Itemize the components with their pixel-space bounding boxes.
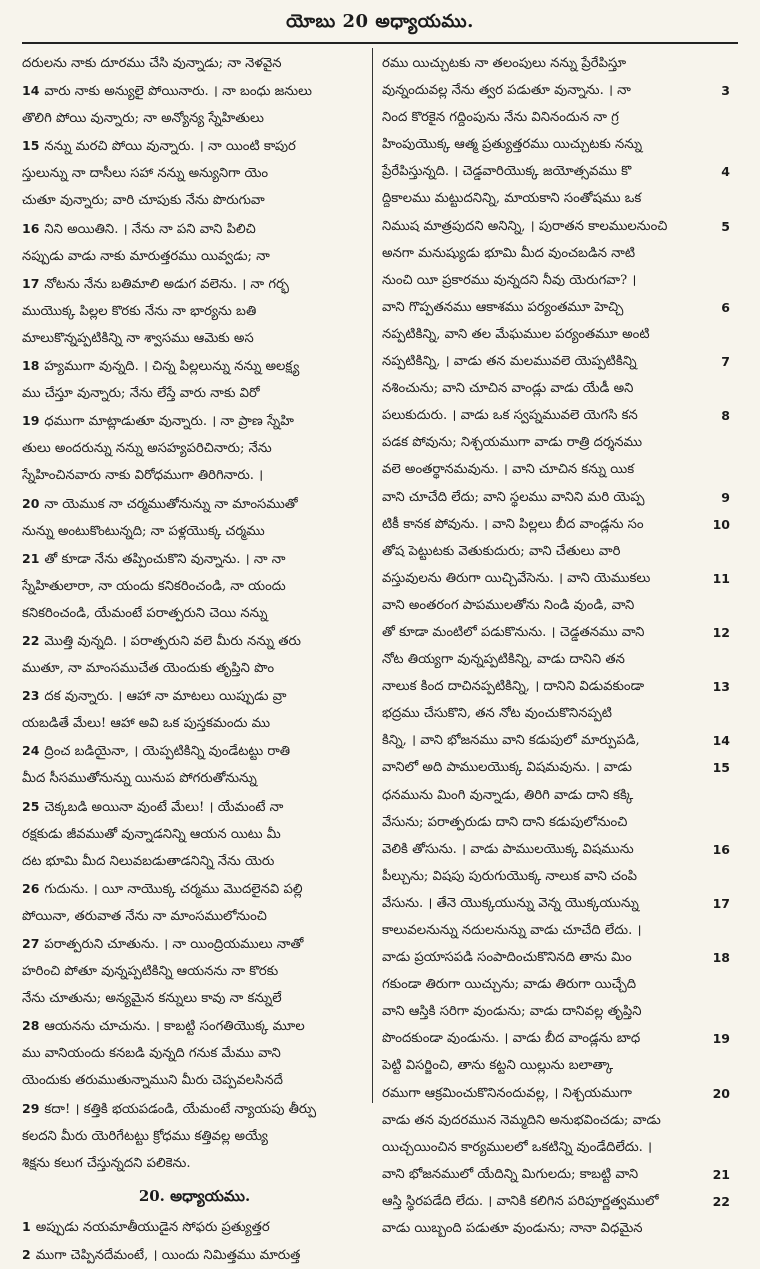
text-line [22,848,367,875]
verse-text: తొలిగి పోయి వున్నారు; నా అన్యోన్య స్నేహితులు [22,111,264,127]
verse-text: వాని చూచేది లేదు; వాని స్థలము వానిని మరి యెప్ప [382,489,645,505]
verse-number: 23 [22,688,40,704]
text-line [382,77,730,104]
column-divider [372,48,373,1103]
text-line [22,1241,367,1269]
verse-text: హరించి పోతూ వున్నప్పటికిన్ని ఆయనను నా కొరకు [22,964,279,980]
verse-text: చెక్కబడి అయినా వుంటే మేలు! । యేమంటే నా [44,799,284,815]
text-line [382,1107,730,1134]
text-line [22,821,367,848]
text-line [382,1161,730,1188]
verse-text: హింపుయొక్క ఆత్మ ప్రత్యుత్తరము యిచ్చుటకు నన్ను [382,137,643,153]
text-line [382,944,730,971]
page-title: యోబు 20 అధ్యాయము. [286,10,474,32]
verse-text: అనగా మనుష్యుడు భూమి మీద వుంచబడిన నాటి [382,245,636,261]
verse-text: ద్దికాలము మట్టుదనిన్ని, మాయకాని సంతోషము ఒక [382,191,642,207]
text-line [22,958,367,985]
text-line [22,50,367,77]
verse-text: వలె అంతర్థానమవును. । వాని చూచిన కన్ను యిక [382,462,635,478]
text-line [22,627,367,655]
verse-text: పడక పోవును; నిశ్చయముగా వాడు రాత్రి దర్శనము [382,435,643,451]
verse-number: 24 [22,743,40,759]
verse-text: హ్యముగా వున్నది. । చిన్న పిల్లలున్ను నన్ను అలక్ష్య [44,359,300,375]
text-line [22,710,367,737]
text-line [382,727,730,754]
verse-text: వాని అంతరంగ పాపములతోను నిండి వుండి, వాని [382,597,635,613]
verse-number: 3 [721,83,730,99]
verse-text: వేసును; పరాత్పరుడు దాని దాని కడుపులోనుంచి [382,814,628,830]
verse-number: 16 [22,220,40,236]
verse-text: తో కూడా నేను తప్పించుకొని వున్నాను. । నా నా [44,551,286,567]
verse-text: మాలుకొన్నప్పటికిన్ని నా శ్వాసము ఆమెకు అస [22,330,254,346]
verse-text: తో కూడా మంటిలో పడుకొనును. । చెడ్డతనము వాని [382,624,645,640]
verse-text: నేను చూతును; అన్యమైన కన్నులు కావు నా కన్నులే [22,991,282,1007]
verse-text: నున్ను అంటుకొంటున్నది; నా పళ్లయొక్క చర్మము [22,523,265,539]
text-line [22,1095,367,1123]
verse-text: దట భూమి మీద నిలువబడుతాడనిన్ని నేను యెరు [22,853,275,869]
text-line [382,863,730,890]
text-line [382,185,730,212]
verse-number: 25 [22,798,40,814]
text-line [22,682,367,710]
verse-text: ఆస్తి స్థిరపడేది లేదు. । వానికి కలిగిన పరిపూర్ణత్వములో [382,1193,659,1209]
text-line [382,700,730,727]
verse-number: 1 [22,1218,31,1234]
verse-text: యిచ్చయించిన కార్యములలో ఒకటిన్ని వుండేదిలేదు. । [382,1139,653,1155]
verse-text: టికీ కానక పోవును. । వాని పిల్లలు బీద వాండ్లను సం [382,516,644,532]
verse-text: వెలికి తోసును. । వాడు పాములయొక్క విషమును [382,841,634,857]
verse-text: నప్పటికిన్ని, । వాడు తన మలమువలె యెప్పటికిన్ని [382,354,637,370]
verse-text: ఆయనను చూచును. । కాబట్టి సంగతియొక్క మూల [44,1019,305,1035]
text-line [382,1025,730,1052]
verse-number: 28 [22,1018,40,1034]
text-line [22,1123,367,1150]
text-line [382,321,730,348]
verse-text: నప్పుడు వాడు నాకు మారుత్తరము యివ్వడు; నా [22,248,270,264]
verse-text: వేసును. । తేనె యొక్కయున్ను వెన్న యొక్కయున్ను [382,895,639,911]
verse-text: వారు నాకు అన్యులై పోయినారు. । నా బంధు జనులు [44,84,312,100]
verse-text: ద్రించ బడియైనా, । యెప్పటికిన్ని వుండేటట్టు రాతి [44,744,291,760]
verse-text: శిక్షను కలుగ చేస్తున్నదని పలికెను. [22,1155,191,1171]
text-line [22,573,367,600]
text-line [382,1080,730,1107]
text-line [22,380,367,407]
verse-text: స్నేహితులారా, నా యందు కనికరించండి, నా యందు [22,578,286,594]
verse-text: గుదును. । యీ నాయొక్క చర్మము మొదలైనవి పల్లి [44,881,303,897]
verse-text: పీల్చును; విషపు పురుగుయొక్క నాలుక వాని చంపి [382,868,638,884]
text-line [22,187,367,214]
verse-number: 12 [712,624,730,640]
text-line [382,402,730,429]
verse-text: దక వున్నారు. । ఆహా నా మాటలు యిప్పుడు వ్రా [44,689,287,705]
verse-text: మీద సీసముతోనున్ను యినుప పోగరుతోనున్ను [22,771,257,787]
left-column [22,50,367,1263]
text-line [22,930,367,958]
text-line [22,132,367,160]
verse-text: పొందకుండా వుండును. । వాడు బీద వాండ్లను బాధ [382,1031,641,1047]
verse-text: చుతూ వున్నారు; వారి చూపుకు నేను పొరుగువా [22,193,265,209]
text-line [382,998,730,1025]
verse-number: 18 [22,358,40,374]
verse-number: 20 [712,1085,730,1101]
text-line [382,1215,730,1242]
text-line [22,737,367,765]
text-line [382,754,730,781]
verse-text: ము వానియందు కనబడి వున్నది గనుక మేము వాని [22,1046,281,1062]
verse-text: వాని ఆస్తికి సరిగా వుండును; వాడు దానివల్ల తృప్తిని [382,1004,642,1020]
text-line [382,890,730,917]
verse-text: నోట తియ్యగా వున్నప్పటికిన్ని, వాడు దానిని తన [382,652,625,668]
verse-text: నుంచి యీ ప్రకారము వున్నదని నీవు యెరుగవా? । [382,272,637,288]
verse-number: 8 [721,408,730,424]
verse-text: రక్షకుడు జీవముతో వున్నాడనిన్ని ఆయన యిటు మీ [22,826,281,842]
text-line [382,429,730,456]
text-line [382,240,730,267]
verse-text: కిన్ని, । వాని భోజనము వాని కడుపులో మార్పుపడి, [382,733,640,749]
text-line [382,511,730,538]
text-line [382,1188,730,1215]
text-line [382,782,730,809]
verse-text: పోయినా, తరువాత నేను నా మాంసములోనుంచి [22,908,267,924]
text-line [22,435,367,462]
verse-text: స్నేహించినవారు నాకు విరోధముగా తిరిగినారు. । [22,468,264,484]
verse-text: పెట్టి విసర్జించి, తాను కట్టని యిల్లును బలాత్కా [382,1058,614,1074]
text-line [22,77,367,105]
verse-text: యబడితే మేలు! ఆహా అవి ఒక పుస్తకమందు ము [22,716,271,732]
text-line [382,1052,730,1079]
text-line [382,809,730,836]
verse-text: నింద కొరకైన గద్దింపును నేను వినినందున నా గ్ర [382,110,619,126]
text-line [22,600,367,627]
chapter-heading: 20. అధ్యాయము. [138,1186,251,1205]
text-line [382,158,730,185]
text-line [382,1134,730,1161]
text-line [22,1012,367,1040]
verse-text: నప్పటికిన్ని, వాని తల మేఘముల పర్యంతమూ అంటి [382,326,650,342]
verse-text: వాడు తన వుదరమున నెమ్మదిని అనుభవించడు; వాడు [382,1112,661,1128]
verse-text: కలదని మీరు యెరిగేటట్టు క్రోధము కత్తివల్ల అయ్యే [22,1128,268,1144]
verse-text: నశించును; వాని చూచిన వాండ్లు వాడు యేడీ అని [382,381,634,397]
text-line [382,971,730,998]
verse-number: 15 [712,760,730,776]
text-line [382,104,730,131]
verse-text: పలుకుదురు. । వాడు ఒక స్వప్నమువలె యెగసి కన [382,408,638,424]
text-line [382,294,730,321]
verse-number: 21 [712,1166,730,1182]
text-line [22,215,367,243]
text-line [382,131,730,158]
page-header [0,6,760,40]
verse-text: పరాత్పరుని చూతును. । నా యింద్రియములు నాతో [44,937,304,952]
text-line [22,518,367,545]
text-line [382,213,730,240]
text-line [382,619,730,646]
verse-text: యెందుకు తరుముతున్నాముని మీరు చెప్పవలసినదే [22,1073,283,1089]
right-column [382,50,730,1237]
verse-number: 18 [712,950,730,966]
verse-text: తులు అందరున్ను నన్ను అసహ్యపరిచినారు; నేను [22,441,272,457]
verse-number: 22 [22,632,40,648]
verse-text: వానిలో అది పాములయొక్క విషమవును. । వాడు [382,760,632,776]
text-line [22,545,367,573]
text-line [22,243,367,270]
verse-number: 4 [721,164,730,180]
verse-number: 26 [22,880,40,896]
verse-text: ప్రేరేపిస్తున్నది. । చెడ్డవారియొక్క జయోత్సవము కొ [382,164,632,180]
text-line [22,325,367,352]
text-line [22,1150,367,1177]
verse-number: 7 [721,354,730,370]
text-line [22,793,367,821]
text-line [382,673,730,700]
verse-text: భద్రము చేసుకొని, తన నోట వుంచుకొనినప్పటి [382,706,612,722]
text-line [22,765,367,792]
text-line [382,538,730,565]
verse-number: 10 [712,516,730,532]
verse-text: గకుండా తిరుగా యిచ్చును; వాడు తిరుగా యిచ్చేది [382,977,637,993]
text-line [22,160,367,187]
text-line [382,917,730,944]
verse-number: 15 [22,138,40,154]
verse-text: ధముగా మాట్లాడుతూ వున్నారు. । నా ప్రాణ స్నేహి [44,414,294,430]
verse-text: వాడు ప్రయాసపడి సంపాదించుకొనినది తాను మిం [382,950,632,966]
verse-text: ముతూ, నా మాంసముచేత యెందుకు తృప్తిని పొం [22,661,275,677]
verse-text: ముయొక్క పిల్లల కొరకు నేను నా భార్యను బతి [22,303,257,319]
verse-text: దరులను నాకు దూరము చేసి వున్నాడు; నా నెళవైన [22,56,282,71]
text-line [382,348,730,375]
verse-text: కదా! । కత్తికి భయపడండి, యేమంటే న్యాయపు తీర్పు [44,1101,317,1117]
verse-text: వస్తువులను తిరుగా యిచ్చివేసెను. । వాని యెముకలు [382,570,651,586]
text-line [22,270,367,298]
verse-number: 21 [22,550,40,566]
verse-text: మొత్తి వున్నది. । పరాత్పరుని వలె మీరు నన్ను తరు [44,633,301,649]
verse-number: 14 [712,733,730,749]
header-rule [22,42,738,44]
text-line [22,1213,367,1241]
verse-text: ముగా చెప్పినదేమంటే, । యిందు నిమిత్తము మారుత్త [35,1247,301,1263]
text-line [22,490,367,518]
text-line [382,565,730,592]
verse-number: 22 [712,1193,730,1209]
verse-number: 6 [721,299,730,315]
text-line [382,50,730,77]
verse-text: ధనమును మింగి వున్నాడు, తిరిగి వాడు దాని కక్కి [382,787,634,803]
text-line [22,407,367,435]
verse-text: కనికరించండి, యేమంటే పరాత్పరుని చెయి నన్ను [22,605,268,621]
verse-number: 5 [721,218,730,234]
verse-text: నన్ను మరచి పోయి వున్నారు. । నా యింటి కాపుర [44,139,296,155]
verse-text: ము చేస్తూ వున్నారు; నేను లేస్తే వారు నాకు విరో [22,386,260,402]
verse-number: 20 [22,495,40,511]
text-line [22,655,367,682]
text-line [382,456,730,483]
text-line [22,352,367,380]
verse-text: అప్పుడు నయమాతీయుడైన సోఫరు ప్రత్యుత్తర [35,1219,270,1235]
text-line [22,105,367,132]
verse-text: వున్నందువల్ల నేను త్వర పడుతూ వున్నాను. । నా [382,83,631,99]
verse-text: కాలువలనున్ను నదులనున్ను వాడు చూచేది లేదు. । [382,923,642,938]
text-line [382,267,730,294]
text-line [22,1040,367,1067]
text-line [22,298,367,325]
verse-number: 14 [22,83,40,99]
verse-text: వాని గొప్పతనము ఆకాశము పర్యంతమూ హెచ్చి [382,299,624,315]
text-line [382,484,730,511]
text-line [382,836,730,863]
text-line [22,903,367,930]
verse-number: 9 [721,489,730,505]
verse-text: రము యిచ్చుటకు నా తలంపులు నన్ను ప్రేరేపిస్తూ [382,56,627,71]
text-line [22,1067,367,1094]
text-line [22,875,367,903]
verse-text: నిని అయితిని. । నేను నా పని వాని పిలిచి [44,221,256,237]
text-line [22,462,367,489]
verse-text: స్తులున్ను నా దాసీలు సహా నన్ను అన్యునిగా యెం [22,166,269,182]
verse-number: 11 [712,570,730,586]
verse-number: 17 [712,895,730,911]
text-line [382,646,730,673]
verse-number: 19 [22,413,40,429]
verse-text: నిముష మాత్రపుదని అనిన్ని, । పురాతన కాలములనుంచి [382,218,668,234]
verse-number: 16 [712,841,730,857]
text-line [22,985,367,1012]
verse-number: 17 [22,275,40,291]
text-line [382,375,730,402]
verse-number: 19 [712,1031,730,1047]
verse-text: నాలుక కింద దాచినప్పటికిన్ని, । దానిని విడువకుండా [382,679,645,695]
verse-text: వాడు యిబ్బంది పడుతూ వుండును; నానా విధమైన [382,1221,643,1237]
verse-number: 29 [22,1100,40,1116]
verse-text: నా యెముక నా చర్మముతోనున్ను నా మాంసముతో [44,496,298,512]
verse-number: 2 [22,1246,31,1262]
verse-number: 27 [22,936,40,951]
verse-text: రముగా ఆక్రమించుకొనినందువల్ల, । నిశ్చయముగా [382,1085,632,1101]
verse-text: వాని భోజనములో యేదిన్ని మిగులదు; కాబట్టి వాని [382,1166,639,1182]
text-line [382,592,730,619]
verse-text: నోటను నేను బతిమాలి అడుగ వలెను. । నా గర్భ [44,276,290,292]
verse-number: 13 [712,679,730,695]
verse-text: తోష పెట్టుటకు వెతుకుదురు; వాని చేతులు వారి [382,543,621,559]
